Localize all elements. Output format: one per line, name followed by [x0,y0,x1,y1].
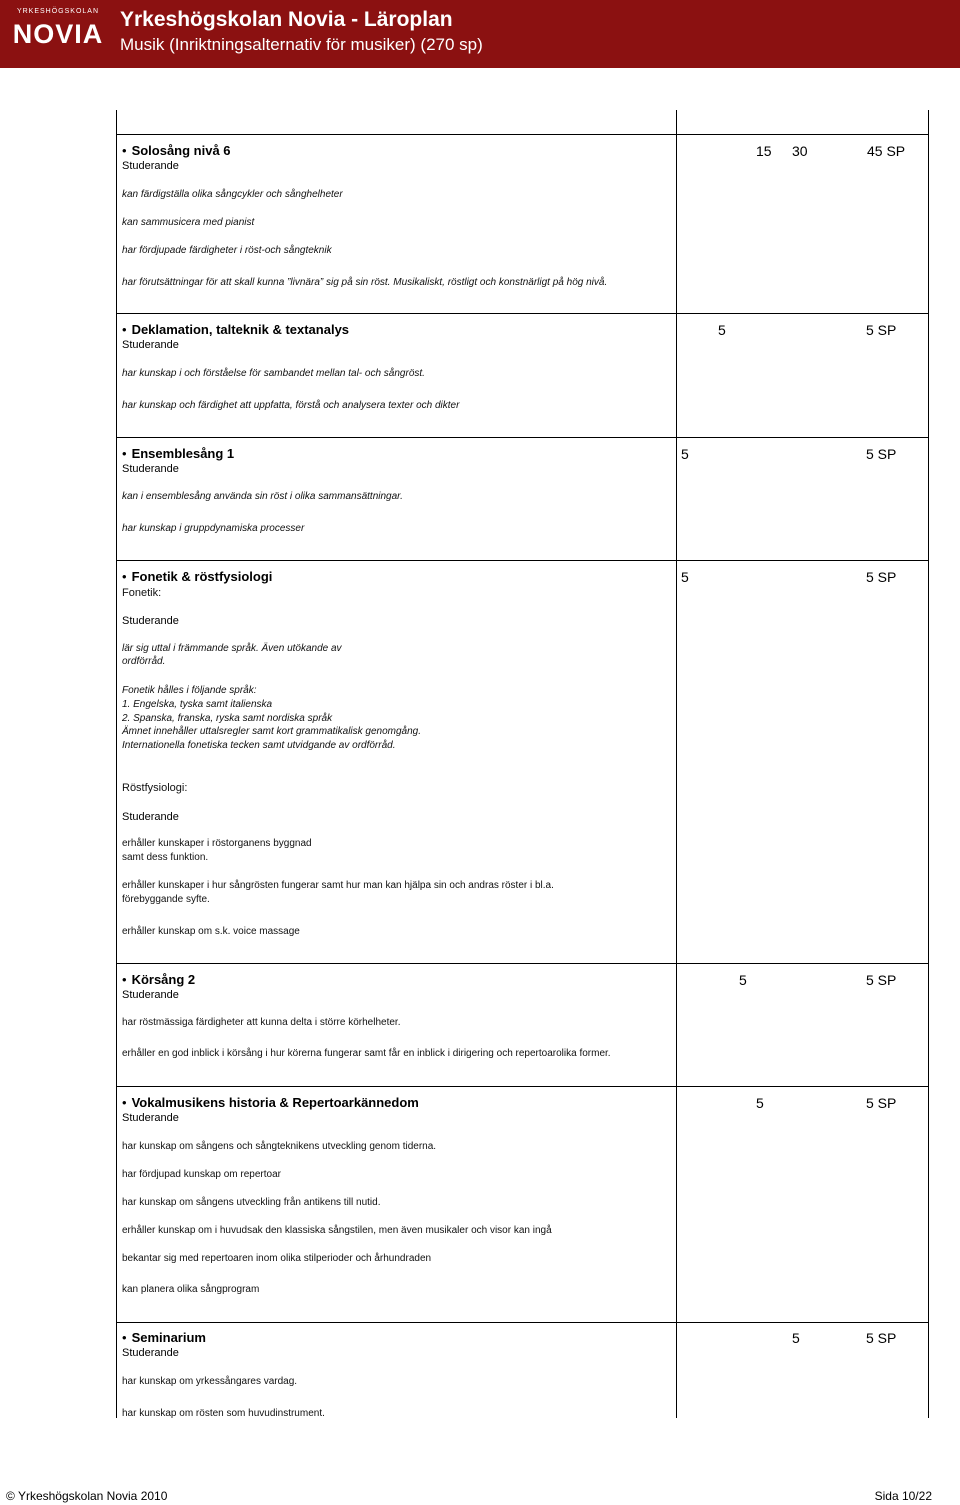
outcome-line: har fördjupad kunskap om repertoar [122,1169,281,1180]
hours-col1: 5 [739,972,747,988]
fonetik-info: Fonetik hålles i följande språk: [122,685,257,696]
outcome-line: erhåller kunskap om i huvudsak den klassiska sångstilen, men även musikaler och visor kan ingå [122,1225,552,1236]
row-divider [116,437,928,438]
outcome-line: har fördjupade färdigheter i röst-och sångteknik [122,245,332,256]
outcome-line: lär sig uttal i främmande språk. Även utökande av [122,643,342,654]
novia-logo [6,6,110,60]
credits: 5 SP [866,1095,897,1111]
outcome-line: förebyggande syfte. [122,894,210,905]
outcome-line: kan sammusicera med pianist [122,217,255,228]
course-fonetik [122,569,682,585]
outcome-line: har kunskap om sångens utveckling från antikens till nutid. [122,1197,381,1208]
outcome-line: har kunskap i gruppdynamiska processer [122,523,305,534]
outcome-line: kan planera olika sångprogram [122,1284,260,1295]
student-label: Studerande [122,339,179,351]
table-divider [676,110,677,1418]
outcome-line: har röstmässiga färdigheter att kunna delta i större körhelheter. [122,1017,401,1028]
outcome-line: har kunskap och färdighet att uppfatta, förstå och analysera texter och dikter [122,400,460,411]
course-korsang [122,972,682,1002]
logo-small-text: YRKESHÖGSKOLAN [16,8,100,15]
hours-col1: 5 [681,569,689,585]
page-title: Yrkeshögskolan Novia - Läroplan [120,8,453,31]
course-deklamation [122,322,682,352]
student-label: Studerande [122,160,179,172]
hours-col1: 5 [681,446,689,462]
row-divider [116,1086,928,1087]
outcome-line: bekantar sig med repertoaren inom olika stilperioder och århundraden [122,1253,432,1264]
hours-col2: 30 [792,143,808,159]
credits: 5 SP [866,446,897,462]
page-subtitle: Musik (Inriktningsalternativ för musiker) (270 sp) [120,35,483,54]
hours-col1: 5 [718,322,726,338]
outcome-line: samt dess funktion. [122,852,209,863]
course-title: • Vokalmusikens historia & Repertoarkännedom [122,1095,682,1111]
rostfysiologi-label: Röstfysiologi: [122,782,188,794]
outcome-line: har kunskap om rösten som huvudinstrument. [122,1408,325,1419]
footer-page-number: Sida 10/22 [874,1489,932,1503]
outcome-line: erhåller kunskaper i hur sångrösten fungerar samt hur man kan hjälpa sin och andras röster i bl.a. [122,880,554,891]
outcome-line: kan i ensemblesång använda sin röst i olika sammansättningar. [122,491,403,502]
student-label: Studerande [122,463,179,475]
student-label: Studerande [122,615,179,627]
outcome-line: erhåller kunskap om s.k. voice massage [122,926,300,937]
logo-big-text: NOVIA [12,19,104,49]
outcome-line: har förutsättningar för att skall kunna ”livnära” sig på sin röst. Musikaliskt, röstligt och konstnärligt på hög nivå. [122,277,608,288]
fonetik-info: Ämnet innehåller uttalsregler samt kort grammatikalisk genomgång. [122,726,422,737]
fonetik-info: 2. Spanska, franska, ryska samt nordiska språk [122,713,333,724]
course-title: • Deklamation, talteknik & textanalys [122,322,682,338]
outcome-line: har kunskap om yrkessångares vardag. [122,1376,298,1387]
table-border-right [928,110,929,1418]
course-title: • Fonetik & röstfysiologi [122,569,682,585]
course-ensemblesang [122,446,682,476]
row-divider [116,134,928,135]
hours-col1: 5 [792,1330,800,1346]
credits: 45 SP [867,143,906,159]
fonetik-label: Fonetik: [122,587,162,599]
outcome-line: erhåller en god inblick i körsång i hur körerna fungerar samt får en inblick i dirigering och repertoarolika former. [122,1048,611,1059]
course-title: • Ensemblesång 1 [122,446,682,462]
row-divider [116,313,928,314]
row-divider [116,963,928,964]
footer-copyright: © Yrkeshögskolan Novia 2010 [6,1489,168,1503]
outcome-line: har kunskap i och förståelse för sambandet mellan tal- och sångröst. [122,368,425,379]
row-divider [116,1322,928,1323]
outcome-line: ordförråd. [122,656,166,667]
course-vokalmusik [122,1095,682,1125]
credits: 5 SP [866,569,897,585]
outcome-line: har kunskap om sångens och sångteknikens utveckling genom tiderna. [122,1141,437,1152]
student-label: Studerande [122,811,179,823]
course-title: • Solosång nivå 6 [122,143,682,159]
course-seminarium [122,1330,682,1360]
credits: 5 SP [866,1330,897,1346]
course-title: • Seminarium [122,1330,682,1346]
fonetik-info: Internationella fonetiska tecken samt utvidgande av ordförråd. [122,740,396,751]
row-divider [116,560,928,561]
student-label: Studerande [122,989,179,1001]
hours-col1: 5 [756,1095,764,1111]
student-label: Studerande [122,1112,179,1124]
outcome-line: erhåller kunskaper i röstorganens byggnad [122,838,312,849]
credits: 5 SP [866,322,897,338]
page-header [0,0,960,68]
student-label: Studerande [122,1347,179,1359]
course-title: • Körsång 2 [122,972,682,988]
course-solosang [122,143,682,173]
credits: 5 SP [866,972,897,988]
fonetik-info: 1. Engelska, tyska samt italienska [122,699,273,710]
hours-col1: 15 [756,143,772,159]
table-border-left [116,110,117,1418]
outcome-line: kan färdigställa olika sångcykler och sånghelheter [122,189,343,200]
